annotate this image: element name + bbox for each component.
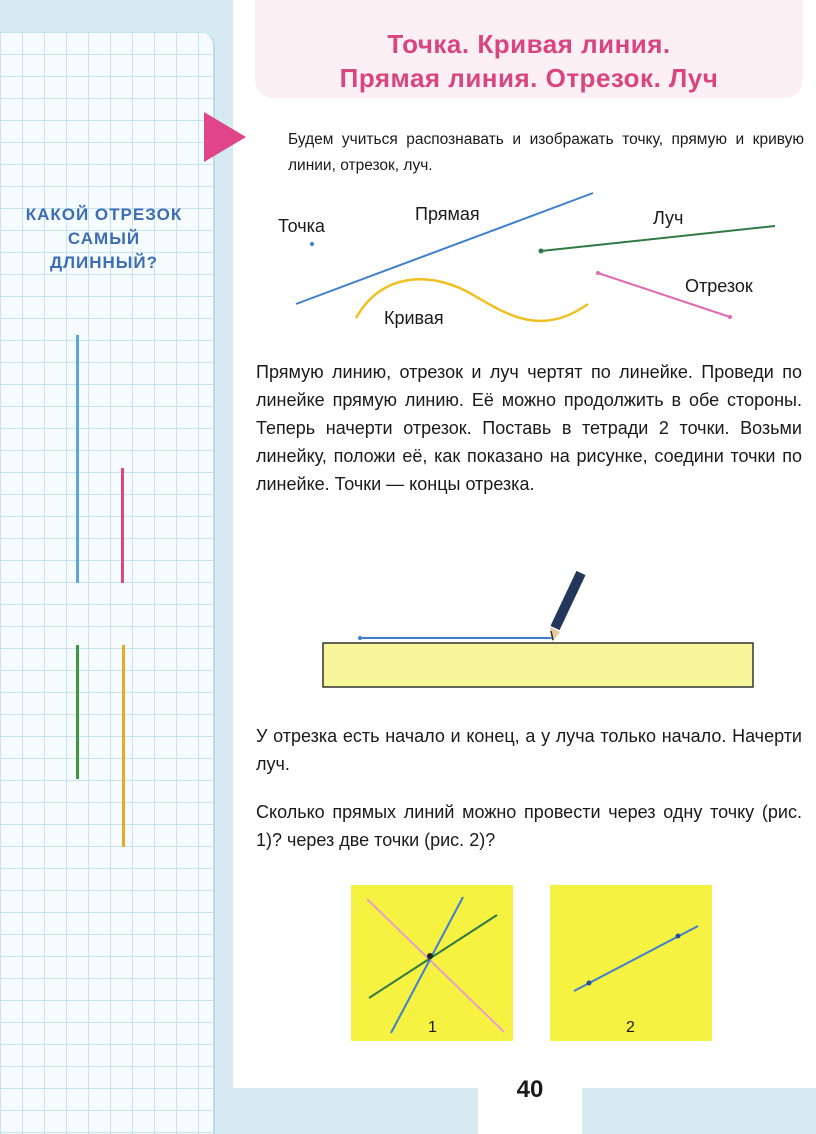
fig2-point-b: [676, 934, 681, 939]
fig1-point: [427, 953, 433, 959]
fig2-label: 2: [626, 1019, 635, 1036]
fig1-line-blue: [391, 897, 463, 1033]
sidebar-question: КАКОЙ ОТРЕЗОК САМЫЙ ДЛИННЫЙ?: [25, 205, 183, 272]
figure-1: [351, 885, 513, 1041]
page-title-line1: Точка. Кривая линия.: [387, 29, 671, 59]
label-curve: Кривая: [384, 308, 444, 328]
figure-2: [550, 885, 712, 1041]
page-title-line2: Прямая линия. Отрезок. Луч: [339, 63, 719, 93]
ruler: [323, 643, 753, 687]
segment-end-dot: [596, 271, 600, 275]
page-number: 40: [516, 1076, 544, 1103]
point-dot: [310, 242, 314, 246]
segment-start-point: [358, 636, 362, 640]
fig2-point-a: [587, 981, 592, 986]
label-point: Точка: [278, 216, 325, 236]
intro-text: Будем учиться распознавать и изображать точку, прямую и кривую линии, отрезок, луч.: [288, 131, 804, 174]
ray-start-dot: [539, 249, 544, 254]
label-straight: Прямая: [415, 204, 480, 224]
pencil-icon: [550, 573, 581, 642]
ray-line: [541, 226, 775, 251]
paragraph-ray: У отрезка есть начало и конец, а у луча только начало. Начерти луч.: [256, 726, 802, 774]
paragraph-question: Сколько прямых линий можно провести через одну точку (рис. 1)? через две точки (рис. 2)?: [256, 802, 802, 850]
segment-end-dot: [728, 315, 732, 319]
paragraph-ruler: Прямую линию, отрезок и луч чертят по линейке. Проведи по линейке прямую линию. Её можно продолжить в обе стороны. Теперь начерти отрезок. Поставь в тетради 2 точки. Возьми линейку, положи её, как показано на рисунке, соедини точки по линейке. Точки — концы отрезка.: [256, 362, 802, 494]
label-segment: Отрезок: [685, 276, 753, 296]
fig1-line-green: [369, 915, 497, 998]
fig1-label: 1: [428, 1019, 437, 1036]
label-ray: Луч: [653, 208, 684, 228]
fig1-line-pink: [367, 899, 504, 1032]
